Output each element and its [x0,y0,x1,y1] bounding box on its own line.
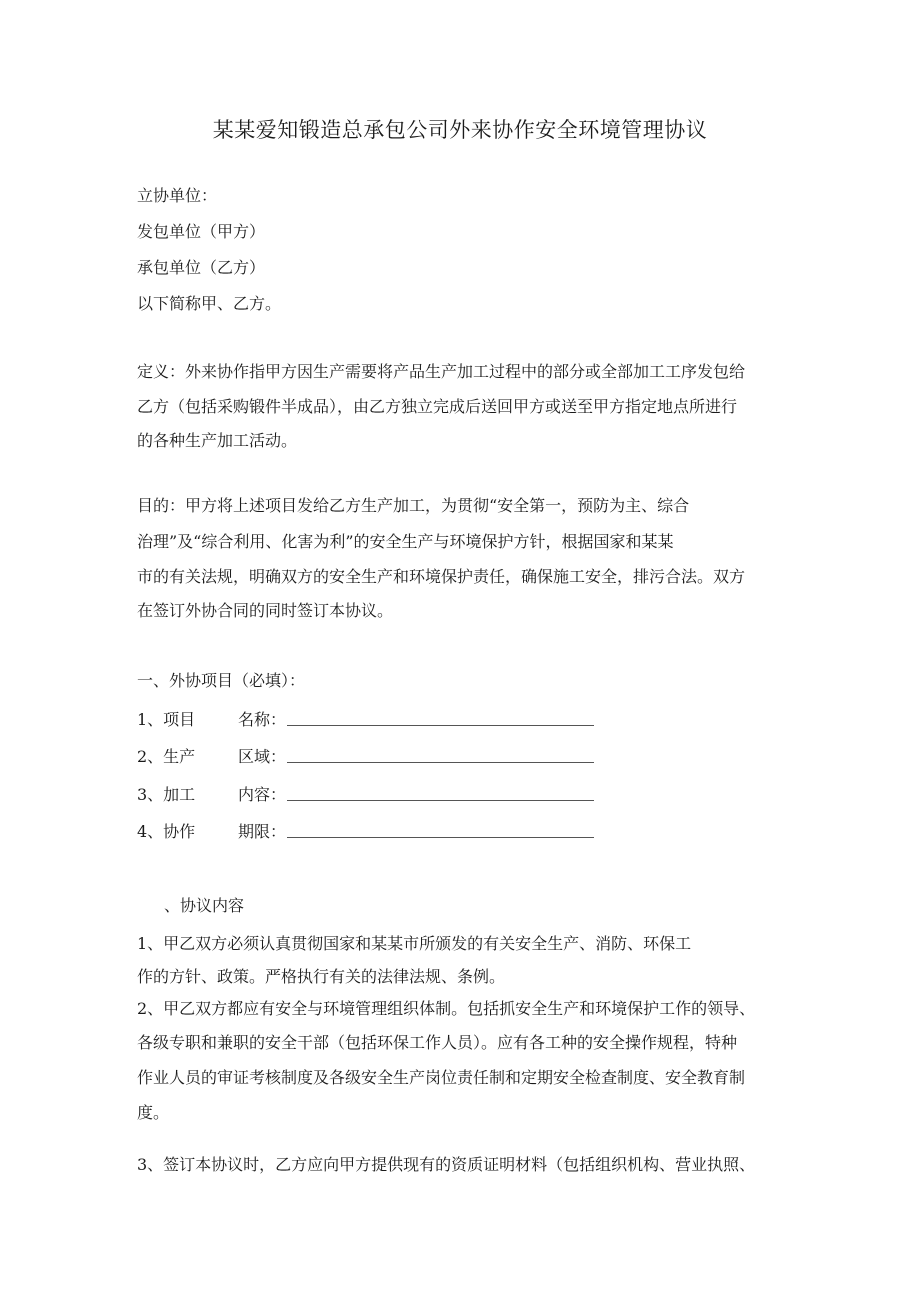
agreement-line-6: 度。 [137,1103,170,1122]
section1-heading: 一、外协项目（必填）： [137,671,306,690]
definition-line-2: 乙方（包括采购锻件半成品），由乙方独立完成后送回甲方或送至甲方指定地点所进行 [137,397,738,416]
fill-in-blank[interactable] [287,837,594,838]
parties-line-4: 以下简称甲、乙方。 [137,294,282,313]
section2-heading: 、协议内容 [164,896,245,915]
fill-in-blank[interactable] [287,762,594,763]
field-number: 3、加工 [137,785,196,804]
parties-line-2: 发包单位（甲方） [137,222,266,241]
definition-line-1: 定义：外来协作指甲方因生产需要将产品生产加工过程中的部分或全部加工工序发包给 [137,362,746,381]
agreement-line-5: 作业人员的审证考核制度及各级安全生产岗位责任制和定期安全检查制度、安全教育制 [137,1068,746,1087]
definition-line-3: 的各种生产加工活动。 [137,431,298,450]
field-number: 4、协作 [137,822,196,841]
fill-in-blank[interactable] [287,725,594,726]
fill-in-blank[interactable] [287,800,594,801]
field-number: 1、项目 [137,710,196,729]
document-title: 某某爱知锻造总承包公司外来协作安全环境管理协议 [212,118,708,142]
agreement-line-7: 3、签订本协议时，乙方应向甲方提供现有的资质证明材料（包括组织机构、营业执照、 [137,1155,756,1174]
purpose-line-3: 市的有关法规，明确双方的安全生产和环境保护责任，确保施工安全，排污合法。双方 [137,567,746,586]
parties-line-1: 立协单位： [137,186,218,205]
field-label: 期限： [238,822,287,841]
parties-line-3: 承包单位（乙方） [137,258,266,277]
field-label: 内容： [238,785,287,804]
field-number: 2、生产 [137,747,196,766]
agreement-line-4: 各级专职和兼职的安全干部（包括环保工作人员）。应有各工种的安全操作规程，特种 [137,1033,738,1052]
agreement-line-1: 1、甲乙双方必须认真贯彻国家和某某市所颁发的有关安全生产、消防、环保工 [137,934,692,953]
field-label: 区域： [238,747,287,766]
purpose-line-4: 在签订外协合同的同时签订本协议。 [137,601,394,620]
purpose-line-1: 目的：甲方将上述项目发给乙方生产加工，为贯彻“安全第一，预防为主、综合 [137,496,690,515]
agreement-line-2: 作的方针、政策。严格执行有关的法律法规、条例。 [137,967,506,986]
purpose-line-2: 治理”及“综合利用、化害为利”的安全生产与环境保护方针，根据国家和某某 [137,532,674,551]
field-label: 名称： [238,710,287,729]
agreement-line-3: 2、甲乙双方都应有安全与环境管理组织体制。包括抓安全生产和环境保护工作的领导、 [137,999,756,1018]
